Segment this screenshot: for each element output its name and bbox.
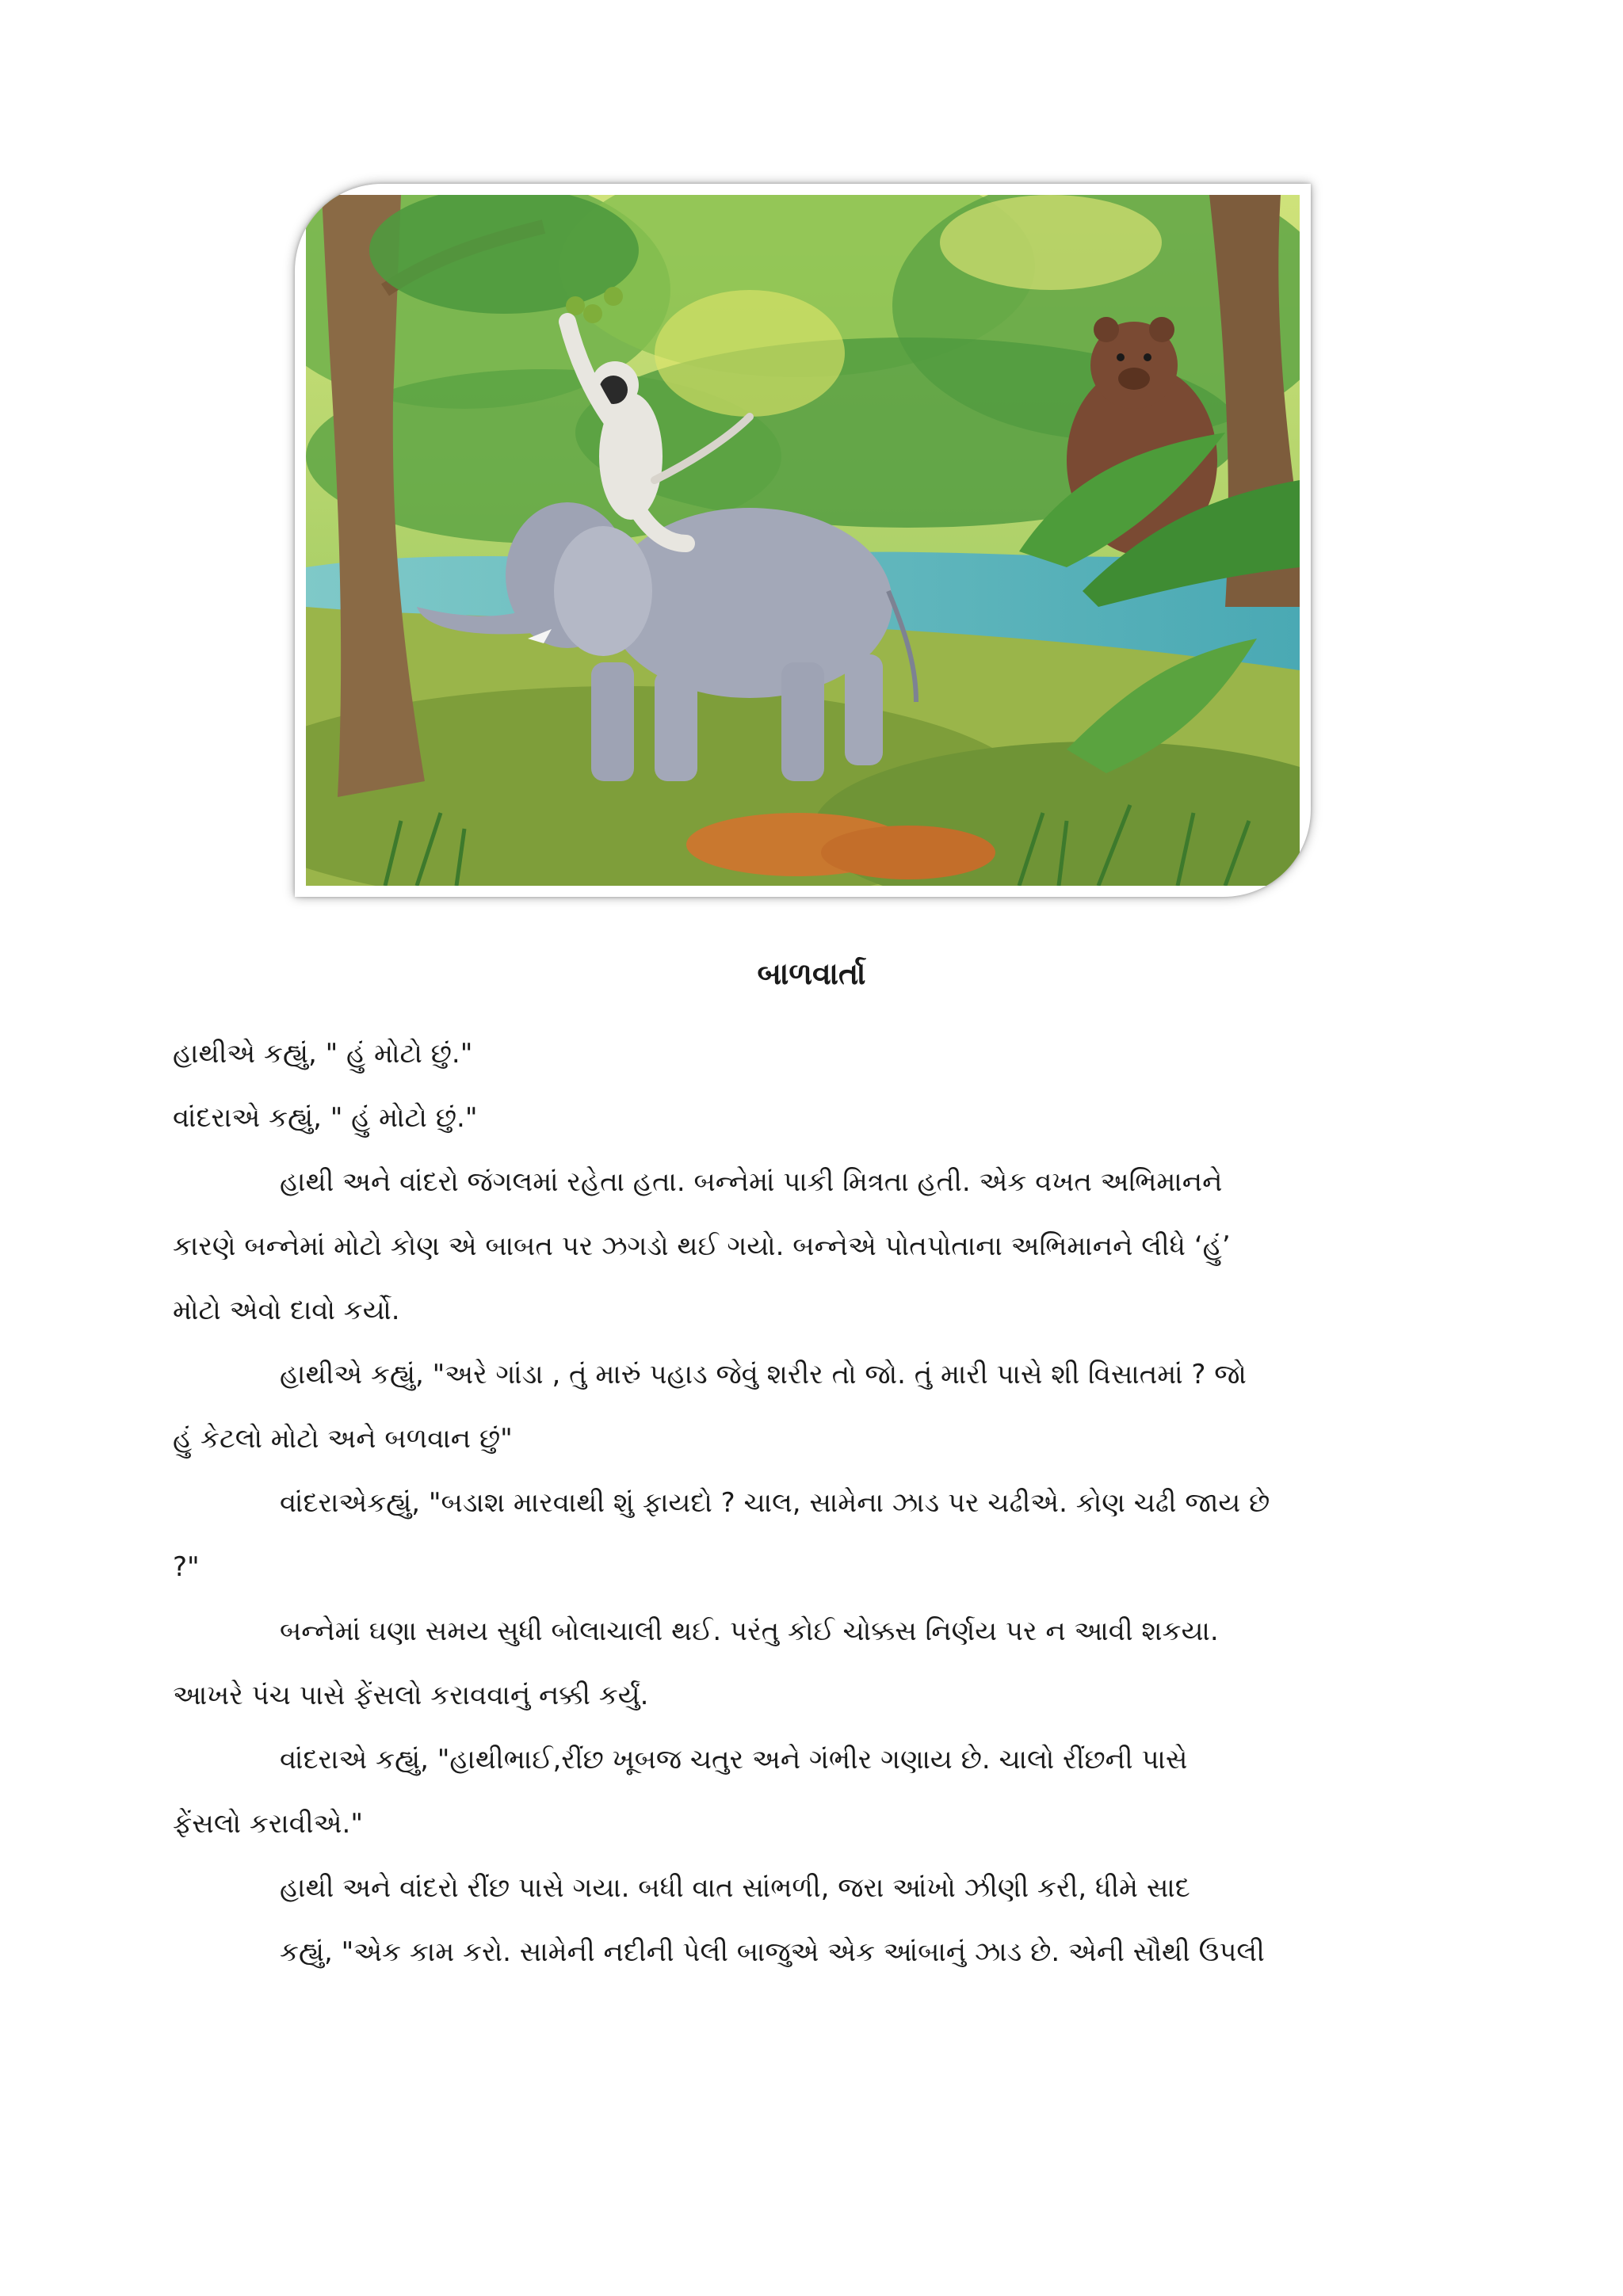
story-line: વાંદરાએ કહ્યું, "હાથીભાઈ,રીંછ ખૂબજ ચતુર અને ગંભીર ગણાય છે. ચાલો રીંછની પાસે: [280, 1744, 1188, 1775]
story-line: ?": [173, 1551, 200, 1583]
story-line: હાથીએ કહ્યું, "અરે ગાંડા , તું મારું પહાડ જેવું શરીર તો જો. તું મારી પાસે શી વિસાતમાં ? જો: [280, 1359, 1247, 1390]
story-line: બન્નેમાં ઘણા સમય સુધી બોલાચાલી થઈ. પરંતુ કોઈ ચોક્કસ નિર્ણય પર ન આવી શકયા.: [280, 1615, 1219, 1647]
story-line: કહ્યું, "એક કામ કરો. સામેની નદીની પેલી બાજુએ એક આંબાનું ઝાડ છે. એની સૌથી ઉપલી: [280, 1936, 1265, 1968]
story-line: કારણે બન્નેમાં મોટો કોણ એ બાબત પર ઝગડો થઈ ગયો. બન્નેએ પોતપોતાના અભિમાનને લીધે ‘હું’: [173, 1230, 1231, 1262]
story-illustration: [295, 184, 1311, 897]
story-text: [173, 1022, 1465, 1985]
story-line: આખરે પંચ પાસે ફેંસલો કરાવવાનું નક્કી કર્યું.: [173, 1680, 649, 1711]
story-line: હાથી અને વાંદરો રીંછ પાસે ગયા. બધી વાત સાંભળી, જરા આંખો ઝીણી કરી, ધીમે સાદ: [280, 1872, 1190, 1904]
story-line: હું કેટલો મોટો અને બળવાન છું": [173, 1423, 513, 1455]
story-line: ફેંસલો કરાવીએ.": [173, 1808, 363, 1840]
story-title: બાળવાર્તા: [757, 956, 866, 991]
story-line: મોટો એવો દાવો કર્યો.: [173, 1295, 400, 1326]
story-line: વાંદરાએ કહ્યું, " હું મોટો છું.": [173, 1102, 478, 1134]
story-line: હાથી અને વાંદરો જંગલમાં રહેતા હતા. બન્નેમાં પાકી મિત્રતા હતી. એક વખત અભિમાનને: [280, 1166, 1223, 1198]
story-line: હાથીએ કહ્યું, " હું મોટો છું.": [173, 1038, 473, 1070]
jungle-scene-drawing: [306, 195, 1300, 886]
story-line: વાંદરાએકહ્યું, "બડાશ મારવાથી શું ફાયદો ? ચાલ, સામેના ઝાડ પર ચઢીએ. કોણ ચઢી જાય છે: [280, 1487, 1270, 1519]
